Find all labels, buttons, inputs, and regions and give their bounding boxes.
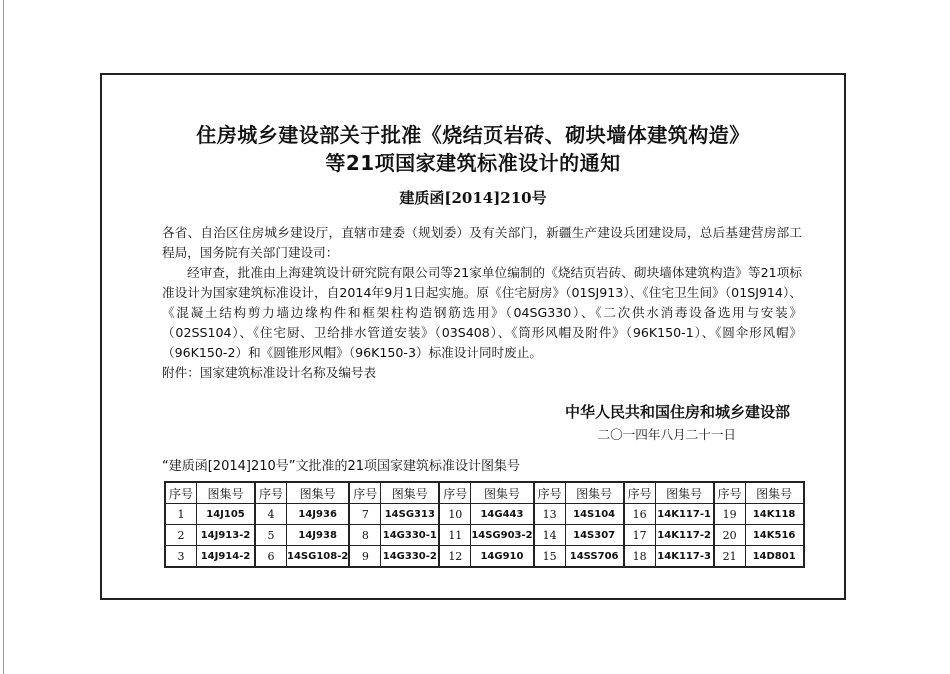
atlas-code-cell: 14D801 [745,546,804,568]
serial-number-cell: 20 [714,525,746,546]
atlas-code-cell: 14K117-2 [655,525,714,546]
notice-title-line-2: 等21项国家建筑标准设计的通知 [325,151,621,175]
notice-body [162,223,802,383]
atlas-code-cell: 14K516 [745,525,804,546]
serial-number-cell: 14 [534,525,566,546]
serial-number-cell: 6 [255,546,287,568]
table-row [165,546,804,568]
serial-number-cell: 21 [714,546,746,568]
column-header-serial: 序号 [439,482,471,504]
attachment-note: 附件：国家建筑标准设计名称及编号表 [162,365,377,380]
atlas-code-cell: 14J914-2 [197,546,256,568]
serial-number-cell: 12 [439,546,471,568]
atlas-code-cell: 14S104 [565,504,624,525]
atlas-code-cell: 14K117-1 [655,504,714,525]
table-caption: “建质函[2014]210号”文批准的21项国家建筑标准设计图集号 [162,459,521,474]
atlas-code-cell: 14K118 [745,504,804,525]
table-header-row [165,482,804,504]
atlas-code-cell: 14J105 [197,504,256,525]
document-number: 建质函[2014]210号 [399,189,547,207]
signature-date: 二〇一四年八月二十一日 [597,427,736,442]
atlas-code-cell: 14S307 [565,525,624,546]
column-header-code: 图集号 [287,482,350,504]
document-frame [100,73,846,600]
serial-number-cell: 7 [349,504,381,525]
table-row [165,504,804,525]
serial-number-cell: 10 [439,504,471,525]
column-header-code: 图集号 [471,482,534,504]
serial-number-cell: 17 [624,525,656,546]
atlas-code-cell: 14SG313 [381,504,440,525]
atlas-code-cell: 14G443 [471,504,534,525]
serial-number-cell: 11 [439,525,471,546]
serial-number-cell: 18 [624,546,656,568]
serial-number-cell: 8 [349,525,381,546]
column-header-serial: 序号 [165,482,197,504]
column-header-serial: 序号 [624,482,656,504]
atlas-code-cell: 14J913-2 [197,525,256,546]
column-header-code: 图集号 [565,482,624,504]
column-header-code: 图集号 [381,482,440,504]
atlas-code-cell: 14G330-1 [381,525,440,546]
serial-number-cell: 15 [534,546,566,568]
signature-organization: 中华人民共和国住房和城乡建设部 [564,403,790,421]
page-edge-line [3,0,4,674]
standards-code-table [164,481,805,568]
atlas-code-cell: 14J938 [287,525,350,546]
column-header-serial: 序号 [534,482,566,504]
column-header-code: 图集号 [197,482,256,504]
serial-number-cell: 16 [624,504,656,525]
salutation: 各省、自治区住房城乡建设厅，直辖市建委（规划委）及有关部门，新疆生产建设兵团建设局，总后基建营房部工程局，国务院有关部门建设司： [162,225,802,260]
atlas-code-cell: 14SG903-2 [471,525,534,546]
serial-number-cell: 3 [165,546,197,568]
serial-number-cell: 1 [165,504,197,525]
table-row [165,525,804,546]
serial-number-cell: 9 [349,546,381,568]
serial-number-cell: 19 [714,504,746,525]
atlas-code-cell: 14J936 [287,504,350,525]
column-header-serial: 序号 [255,482,287,504]
atlas-code-cell: 14G910 [471,546,534,568]
atlas-code-cell: 14G330-2 [381,546,440,568]
serial-number-cell: 13 [534,504,566,525]
atlas-code-cell: 14SS706 [565,546,624,568]
notice-paragraph: 经审查，批准由上海建筑设计研究院有限公司等21家单位编制的《烧结页岩砖、砌块墙体建筑构造》等21项标准设计为国家建筑标准设计，自2014年9月1日起实施。原《住宅厨房》（01SJ913）、《住宅卫生间》（01SJ914）、《混凝土结构剪力墙边缘构件和框架柱构造钢筋选用》（04SG330）、《二次供水消毒设备选用与安装》（02SS104）、《住宅厨、卫给排水管道安装》（03S408）、《筒形风帽及附件》（96K150-1）、《圆伞形风帽》（96K150-2）和《圆锥形风帽》（96K150-3）标准设计同时废止。 [162,265,802,360]
atlas-code-cell: 14SG108-2 [287,546,350,568]
serial-number-cell: 5 [255,525,287,546]
column-header-code: 图集号 [745,482,804,504]
column-header-code: 图集号 [655,482,714,504]
column-header-serial: 序号 [349,482,381,504]
notice-title-line-1: 住房城乡建设部关于批准《烧结页岩砖、砌块墙体建筑构造》 [196,123,750,147]
serial-number-cell: 4 [255,504,287,525]
serial-number-cell: 2 [165,525,197,546]
column-header-serial: 序号 [714,482,746,504]
atlas-code-cell: 14K117-3 [655,546,714,568]
